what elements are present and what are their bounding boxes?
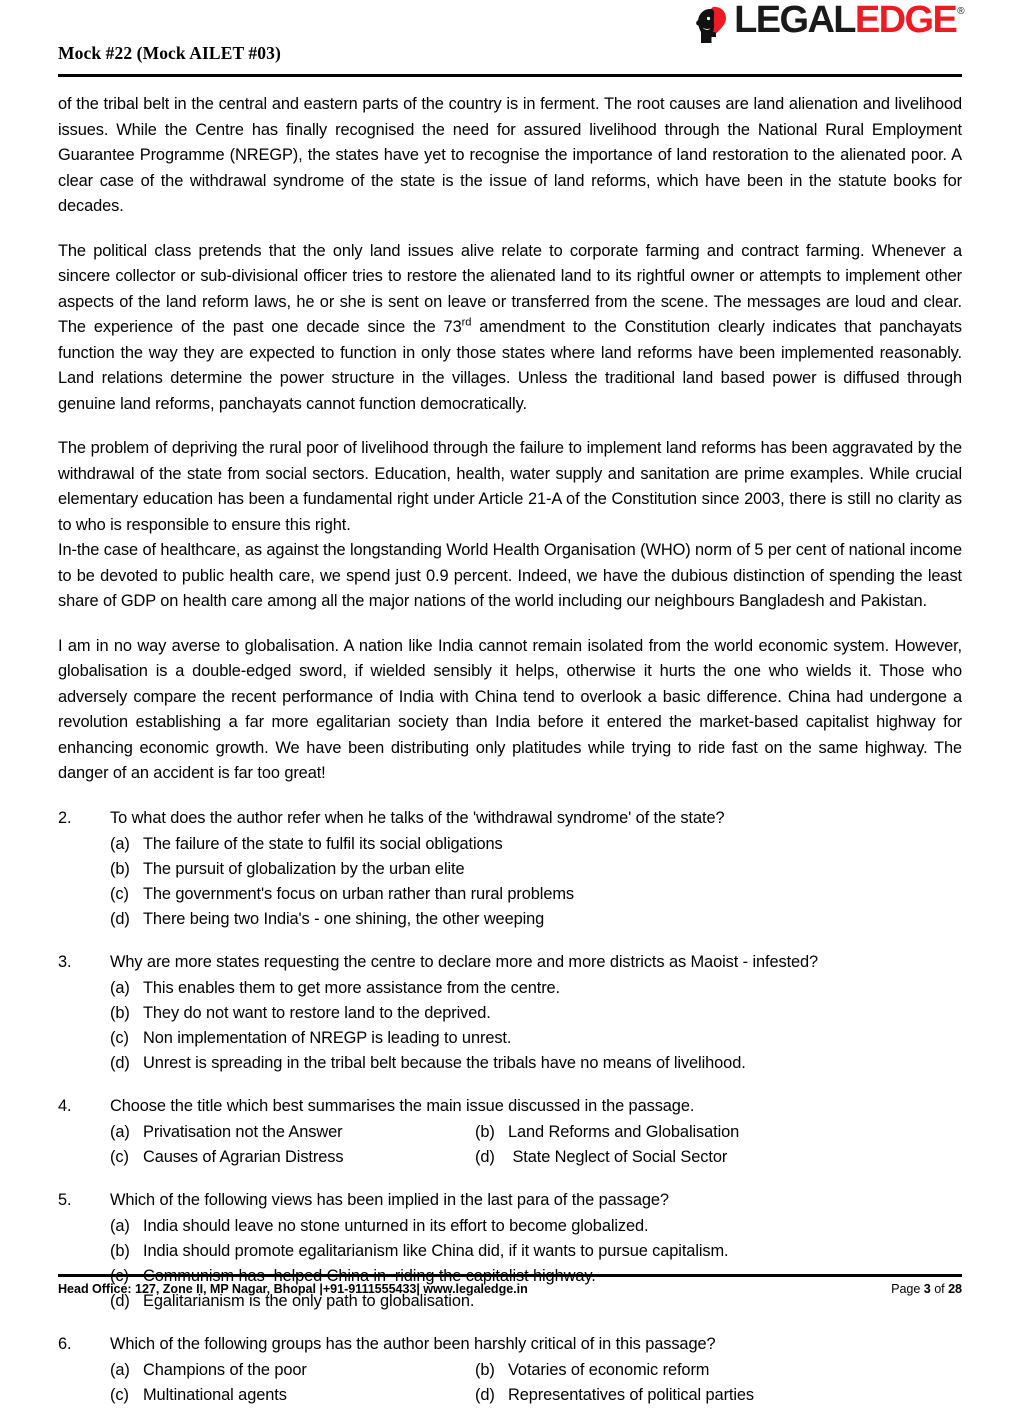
option-row [58,1001,962,1026]
option-label: (c) [110,1147,129,1166]
option-row [58,832,962,857]
option-b[interactable] [110,1001,491,1026]
options-list [58,1214,962,1314]
option-d[interactable] [475,1383,962,1408]
question-text: Which of the following views has been implied in the last para of the passage? [110,1190,669,1209]
ordinal-suffix-superscript: rd [461,316,472,329]
option-text: They do not want to restore land to the deprived. [143,1003,491,1022]
option-row [58,1358,962,1383]
option-a[interactable] [110,1214,649,1239]
option-b[interactable] [475,1120,962,1145]
option-row [58,1239,962,1264]
passage-content [58,77,962,1408]
option-row [58,1383,962,1408]
page-footer [58,1274,962,1296]
legaledge-face-logo-icon [689,3,733,47]
option-label: (b) [475,1360,495,1379]
question-header [58,1188,962,1213]
option-row [58,907,962,932]
option-text: Champions of the poor [143,1360,307,1379]
option-text: Unrest is spreading in the tribal belt because the tribals have no means of livelihood. [143,1053,746,1072]
option-d[interactable] [475,1145,962,1170]
option-row [58,1026,962,1051]
question-text: Which of the following groups has the author been harshly critical of in this passage? [110,1334,716,1353]
logo-text-edge: EDGE [854,0,957,41]
passage-paragraph-4: In-the case of healthcare, as against the longstanding World Health Organisation (WHO) norm of 5 per cent of national income to be devoted to public health care, we spend just 0.9 percent. Indeed, we have the dubious distinction of spending the least share of GDP on health care among all the major nations of the world including our neighbours Bangladesh and Pakistan. [58,541,962,610]
option-b[interactable] [475,1358,962,1383]
option-row [58,976,962,1001]
option-text: The failure of the state to fulfil its social obligations [143,834,503,853]
option-row [58,1120,962,1145]
option-c[interactable] [110,1145,475,1170]
question-item [58,1094,962,1170]
option-label: (c) [110,884,129,903]
option-row [58,1051,962,1076]
passage-paragraph-2-pre: The political class pretends that the only land issues alive relate to corporate farming and contract farming. Whenever a sincere collector or sub-divisional officer tries to restore the alienated land to its rightful owner or attempts to implement other aspects of the land reform laws, he or she is sent on leave or transferred from the scene. The messages are loud and clear. The experience of the past one decade since the 73 [58,241,962,336]
option-d[interactable] [110,1051,746,1076]
option-label: (c) [110,1028,129,1047]
option-a[interactable] [110,832,503,857]
option-text: Communism has helped China in riding the capitalist highway. [143,1266,596,1285]
question-number: 4. [58,1096,72,1115]
page-header [58,0,962,74]
logo-text-legal: LEGAL [734,0,855,41]
option-text: State Neglect of Social Sector [508,1147,728,1166]
question-text: Why are more states requesting the centre to declare more and more districts as Maoist - infested? [110,952,819,971]
option-text: Causes of Agrarian Distress [143,1147,344,1166]
question-text: To what does the author refer when he talks of the 'withdrawal syndrome' of the state? [110,808,725,827]
option-text: Privatisation not the Answer [143,1122,343,1141]
option-label: (a) [110,978,130,997]
question-header [58,806,962,831]
option-text: Multinational agents [143,1385,287,1404]
question-number: 3. [58,952,72,971]
passage-paragraph-2 [58,239,962,418]
passage-paragraph-5: I am in no way averse to globalisation. A nation like India cannot remain isolated from the world economic system. However, globalisation is a double-edged sword, if wielded sensibly it helps, otherwise it hurts the one who wields it. Those who adversely compare the recent performance of India with China tend to overlook a basic difference. China had undergone a revolution establishing a far more egalitarian society than India before it entered the market-based capitalist highway for enhancing economic growth. We have been distributing only platitudes while trying to ride fast on the same highway. The danger of an accident is far too great! [58,636,962,782]
option-text: India should promote egalitarianism like China did, if it wants to pursue capitalism. [143,1241,729,1260]
option-text: Representatives of political parties [508,1385,755,1404]
option-label: (c) [110,1266,129,1285]
option-row [58,882,962,907]
legaledge-logo [689,2,962,48]
option-b[interactable] [110,1239,729,1264]
option-label: (d) [475,1147,495,1166]
passage-paragraph-2-post: amendment to the Constitution clearly indicates that panchayats function the way they are expected to function in only those states where land reforms have been implemented reasonably. Land relations determine the power structure in the villages. Unless the traditional land based power is diffused through genuine land reforms, panchayats cannot function democratically. [58,318,962,413]
option-text: Egalitarianism is the only path to globalisation. [143,1291,475,1310]
option-text: There being two India's - one shining, the other weeping [143,909,545,928]
option-text: The pursuit of globalization by the urban elite [143,859,465,878]
option-label: (a) [110,1122,130,1141]
questions-list [58,806,962,1408]
option-label: (b) [110,859,130,878]
option-a[interactable] [110,1358,475,1383]
option-label: (a) [110,1360,130,1379]
option-text: India should leave no stone unturned in its effort to become globalized. [143,1216,649,1235]
option-c[interactable] [110,1383,475,1408]
question-item [58,950,962,1076]
option-label: (b) [110,1241,130,1260]
options-list [58,1120,962,1170]
option-row [58,857,962,882]
option-row [58,1214,962,1239]
option-a[interactable] [110,976,560,1001]
option-text: This enables them to get more assistance from the centre. [143,978,561,997]
options-list [58,976,962,1076]
option-label: (c) [110,1385,129,1404]
page-header-title: Mock #22 (Mock AILET #03) [58,43,281,63]
option-text: Land Reforms and Globalisation [508,1122,740,1141]
passage-paragraph-1: of the tribal belt in the central and eastern parts of the country is in ferment. The root causes are land alienation and livelihood issues. While the Centre has finally recognised the need for assured livelihood through the National Rural Employment Guarantee Programme (NREGP), the states have yet to recognise the importance of land restoration to the alienated poor. A clear case of the withdrawal syndrome of the state is the issue of land reforms, which have been in the statute books for decades. [58,95,962,215]
option-label: (d) [110,1053,130,1072]
option-c[interactable] [110,882,574,907]
page-middle-label: of [930,1282,949,1296]
option-label: (b) [475,1122,495,1141]
footer-content [58,1282,962,1296]
passage-paragraph-3: The problem of depriving the rural poor of livelihood through the failure to implement land reforms has been aggravated by the withdrawal of the state from social sectors. Education, health, water supply and sanitation are prime examples. While crucial elementary education has been a fundamental right under Article 21-A of the Constitution since 2003, there is still no clarity as to who is responsible to ensure this right. [58,439,962,534]
option-c[interactable] [110,1026,511,1051]
question-item [58,806,962,932]
option-text: Non implementation of NREGP is leading to unrest. [143,1028,512,1047]
question-number: 5. [58,1190,72,1209]
question-header [58,1332,962,1357]
option-label: (a) [110,834,130,853]
question-number: 6. [58,1334,72,1353]
option-label: (d) [110,909,130,928]
page-total-number: 28 [948,1282,962,1296]
question-text: Choose the title which best summarises the main issue discussed in the passage. [110,1096,695,1115]
footer-divider [58,1274,962,1277]
footer-office-info: Head Office: 127, Zone II, MP Nagar, Bhopal |+91-9111555433| www.legaledge.in [58,1282,528,1296]
option-label: (b) [110,1003,130,1022]
question-number: 2. [58,808,72,827]
question-header [58,950,962,975]
option-b[interactable] [110,857,465,882]
option-a[interactable] [110,1120,475,1145]
question-item [58,1332,962,1408]
page-current-number: 3 [923,1282,931,1296]
options-list [58,832,962,932]
question-header [58,1094,962,1119]
option-label: (d) [110,1291,130,1310]
legaledge-wordmark [734,1,962,49]
option-row [58,1145,962,1170]
registered-trademark-icon: ® [957,6,963,17]
option-d[interactable] [110,907,544,932]
option-label: (a) [110,1216,130,1235]
footer-page-number [891,1282,962,1296]
page-prefix-label: Page [891,1282,924,1296]
option-text: Votaries of economic reform [508,1360,710,1379]
options-list [58,1358,962,1408]
option-text: The government's focus on urban rather than rural problems [143,884,575,903]
option-label: (d) [475,1385,495,1404]
